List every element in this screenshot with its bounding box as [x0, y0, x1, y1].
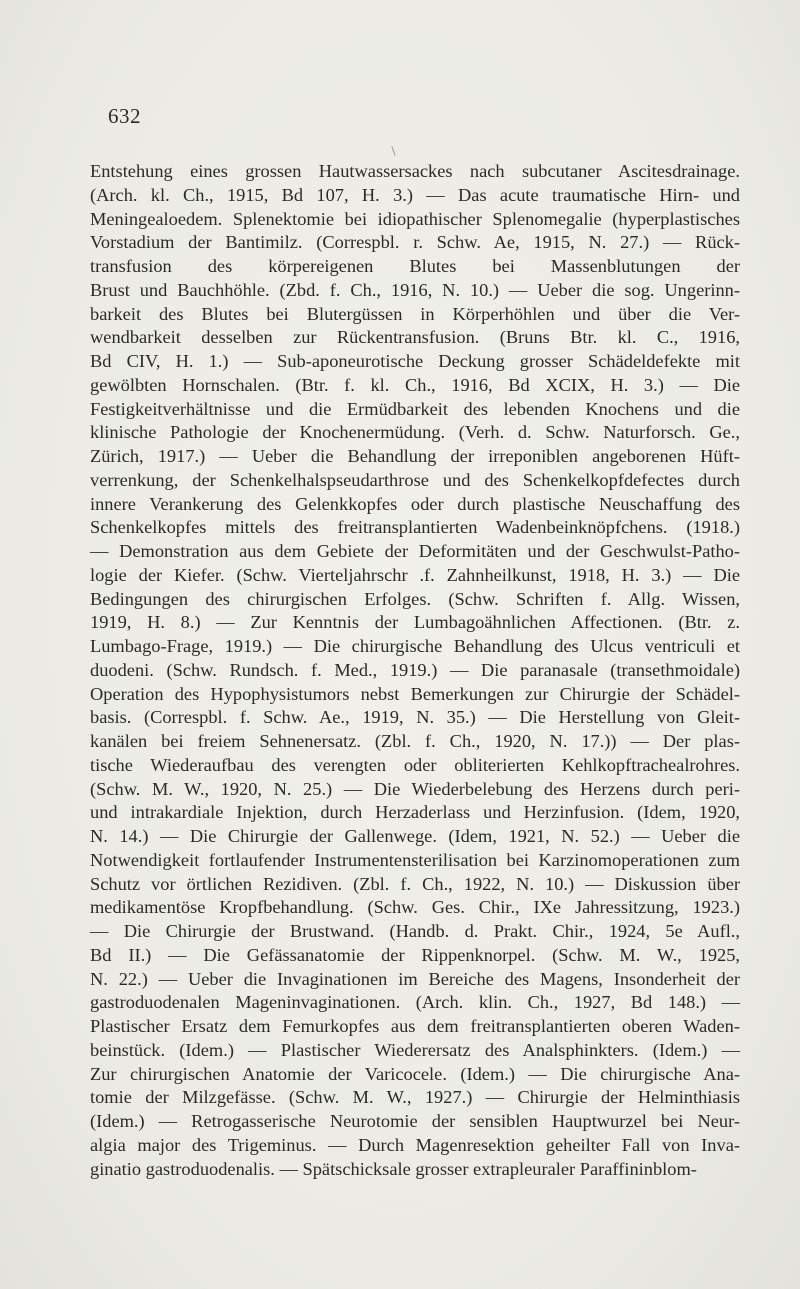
- text-line: logie der Kiefer. (Schw. Vierteljahrschr .f. Zahnheilkunst, 1918, H. 3.) — Die: [90, 564, 740, 585]
- paper-mark: [391, 146, 395, 156]
- text-line: algia major des Trigeminus. — Durch Magenresektion geheilter Fall von Inva-: [90, 1134, 740, 1155]
- text-line: ginatio gastroduodenalis. — Spätschicksale grosser extrapleuraler Paraffininblom-: [90, 1158, 697, 1179]
- text-line: Notwendigkeit fortlaufender Instrumentensterilisation bei Karzinomoperationen zum: [90, 849, 740, 870]
- text-line: barkeit des Blutes bei Blutergüssen in Körperhöhlen und über die Ver-: [90, 303, 740, 324]
- text-line: medikamentöse Kropfbehandlung. (Schw. Ges. Chir., IXe Jahressitzung, 1923.): [90, 897, 740, 918]
- text-line: — Demonstration aus dem Gebiete der Deformitäten und der Geschwulst-Patho-: [90, 541, 740, 561]
- text-line: N. 22.) — Ueber die Invaginationen im Bereiche des Magens, Insonderheit der: [90, 968, 740, 989]
- text-line: Entstehung eines grossen Hautwassersackes nach subcutaner Ascitesdrainage.: [90, 161, 740, 181]
- text-line: tomie der Milzgefässe. (Schw. M. W., 1927.) — Chirurgie der Helminthiasis: [90, 1087, 740, 1108]
- text-line: (Idem.) — Retrogasserische Neurotomie der sensiblen Hauptwurzel bei Neur-: [90, 1111, 740, 1131]
- text-line: (Schw. M. W., 1920, N. 25.) — Die Wiederbelebung des Herzens durch peri-: [90, 778, 740, 799]
- text-line: transfusion des körpereigenen Blutes bei Massenblutungen der: [90, 256, 740, 276]
- text-line: wendbarkeit desselben zur Rückentransfusion. (Bruns Btr. kl. C., 1916,: [90, 327, 740, 348]
- text-line: gewölbten Hornschalen. (Btr. f. kl. Ch., 1916, Bd XCIX, H. 3.) — Die: [90, 374, 740, 395]
- text-line: Bedingungen des chirurgischen Erfolges. (Schw. Schriften f. Allg. Wissen,: [90, 588, 740, 609]
- text-line: gastroduodenalen Mageninvaginationen. (Arch. klin. Ch., 1927, Bd 148.) —: [90, 992, 740, 1013]
- text-line: und intrakardiale Injektion, durch Herzaderlass und Herzinfusion. (Idem, 1920,: [90, 802, 740, 823]
- text-line: N. 14.) — Die Chirurgie der Gallenwege. (Idem, 1921, N. 52.) — Ueber die: [90, 826, 740, 846]
- text-line: Schutz vor örtlichen Rezidiven. (Zbl. f. Ch., 1922, N. 10.) — Diskussion über: [90, 873, 740, 894]
- text-line: duodeni. (Schw. Rundsch. f. Med., 1919.) — Die paranasale (transethmoidale): [90, 659, 740, 680]
- text-line: verrenkung, der Schenkelhalspseudarthrose und des Schenkelkopfdefectes durch: [90, 469, 740, 490]
- text-line: kanälen bei freiem Sehnenersatz. (Zbl. f. Ch., 1920, N. 17.)) — Der plas-: [90, 731, 740, 751]
- text-line: Plastischer Ersatz dem Femurkopfes aus dem freitransplantierten oberen Waden-: [90, 1016, 740, 1036]
- text-line: Bd CIV, H. 1.) — Sub-aponeurotische Deckung grosser Schädeldefekte mit: [90, 351, 740, 371]
- text-line: Vorstadium der Bantimilz. (Correspbl. r. Schw. Ae, 1915, N. 27.) — Rück-: [90, 232, 740, 253]
- body-text: [90, 160, 740, 1181]
- text-line: Operation des Hypophysistumors nebst Bemerkungen zur Chirurgie der Schädel-: [90, 683, 740, 704]
- text-line: tische Wiederaufbau des verengten oder obliterierten Kehlkopftrachealrohres.: [90, 754, 740, 775]
- text-line: Festigkeitverhältnisse und die Ermüdbarkeit des lebenden Knochens und die: [90, 398, 740, 419]
- text-line: Schenkelkopfes mittels des freitransplantierten Wadenbeinknöpfchens. (1918.): [90, 517, 740, 538]
- text-line: innere Verankerung des Gelenkkopfes oder durch plastische Neuschaffung des: [90, 493, 740, 514]
- text-line: Meningealoedem. Splenektomie bei idiopathischer Splenomegalie (hyperplastisches: [90, 208, 740, 229]
- text-line: Zürich, 1917.) — Ueber die Behandlung der irreponiblen angeborenen Hüft-: [90, 446, 740, 466]
- text-line: beinstück. (Idem.) — Plastischer Wiederersatz des Analsphinkters. (Idem.) —: [90, 1039, 740, 1060]
- text-line: klinische Pathologie der Knochenermüdung. (Verh. d. Schw. Naturforsch. Ge.,: [90, 422, 740, 443]
- text-line: Brust und Bauchhöhle. (Zbd. f. Ch., 1916, N. 10.) — Ueber die sog. Ungerinn-: [90, 279, 740, 300]
- text-line: (Arch. kl. Ch., 1915, Bd 107, H. 3.) — Das acute traumatische Hirn- und: [90, 184, 740, 205]
- text-line: Zur chirurgischen Anatomie der Varicocele. (Idem.) — Die chirurgische Ana-: [90, 1063, 740, 1084]
- text-line: 1919, H. 8.) — Zur Kenntnis der Lumbagoähnlichen Affectionen. (Btr. z.: [90, 612, 740, 633]
- text-line: Bd II.) — Die Gefässanatomie der Rippenknorpel. (Schw. M. W., 1925,: [90, 944, 740, 965]
- page-number: 632: [108, 104, 141, 128]
- text-line: — Die Chirurgie der Brustwand. (Handb. d. Prakt. Chir., 1924, 5e Aufl.,: [90, 921, 740, 941]
- text-line: Lumbago-Frage, 1919.) — Die chirurgische Behandlung des Ulcus ventriculi et: [90, 636, 740, 656]
- text-line: basis. (Correspbl. f. Schw. Ae., 1919, N. 35.) — Die Herstellung von Gleit-: [90, 707, 740, 728]
